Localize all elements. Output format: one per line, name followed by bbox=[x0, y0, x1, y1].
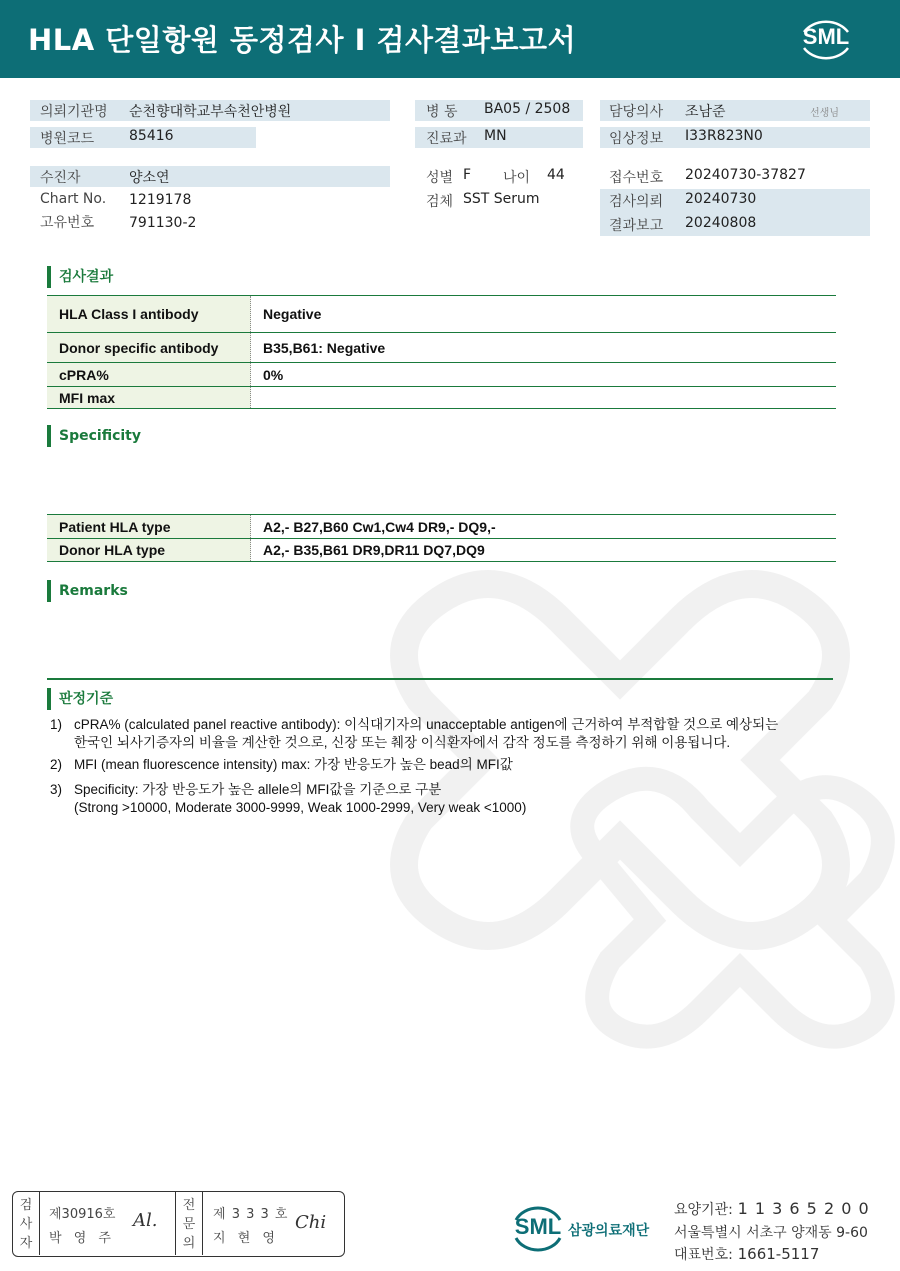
chart-label: Chart No. bbox=[40, 191, 107, 207]
specimen-value: SST Serum bbox=[463, 191, 540, 207]
info-bar-patient bbox=[30, 166, 390, 187]
hla-type-label: Donor HLA type bbox=[47, 539, 251, 561]
care-code-value: 1 1 3 6 5 2 0 0 bbox=[737, 1199, 870, 1218]
vertical-char: 전 bbox=[182, 1198, 196, 1213]
results-section-title: 검사결과 bbox=[47, 266, 113, 288]
care-code bbox=[674, 1199, 870, 1219]
org-name: 삼광의료재단 bbox=[568, 1223, 650, 1239]
vertical-char: 사 bbox=[19, 1217, 33, 1232]
specialist-vertical-label bbox=[178, 1196, 200, 1253]
hospital-code-value: 85416 bbox=[129, 128, 174, 144]
institution-label: 의뢰기관명 bbox=[40, 104, 108, 120]
report-header bbox=[0, 0, 900, 78]
phone-label: 대표번호: bbox=[674, 1247, 733, 1263]
unique-label: 고유번호 bbox=[40, 215, 95, 231]
criteria-list bbox=[50, 716, 850, 826]
doctor-suffix: 선생님 bbox=[810, 108, 839, 119]
divider bbox=[202, 1192, 203, 1255]
vertical-char: 검 bbox=[19, 1198, 33, 1213]
sex-label: 성별 bbox=[426, 170, 454, 186]
signature-box bbox=[12, 1191, 345, 1257]
clinical-label: 임상정보 bbox=[609, 131, 664, 147]
criteria-number: 1) bbox=[50, 717, 63, 732]
examiner-number: 제30916호 bbox=[49, 1207, 116, 1222]
criteria-text: MFI (mean fluorescence intensity) max: 가장 반응도가 높은 bead의 MFI값 bbox=[74, 757, 513, 772]
report-label: 결과보고 bbox=[609, 218, 664, 234]
result-label: cPRA% bbox=[47, 363, 251, 386]
report-title: HLA 단일항원 동정검사 I 검사결과보고서 bbox=[28, 23, 577, 57]
ward-value: BA05 / 2508 bbox=[484, 101, 571, 117]
remarks-section-title: Remarks bbox=[47, 580, 128, 602]
criteria-text: (Strong >10000, Moderate 3000-9999, Weak 1000-2999, Very weak <1000) bbox=[74, 800, 527, 815]
results-table bbox=[47, 295, 836, 409]
examiner-signature: Al. bbox=[133, 1210, 158, 1231]
dept-value: MN bbox=[484, 128, 507, 144]
dept-label: 진료과 bbox=[426, 131, 467, 147]
report-value: 20240808 bbox=[685, 215, 757, 231]
hospital-code-label: 병원코드 bbox=[40, 131, 95, 147]
result-label: Donor specific antibody bbox=[47, 333, 251, 362]
vertical-char: 문 bbox=[182, 1217, 196, 1232]
doctor-label: 담당의사 bbox=[609, 104, 664, 120]
result-value: 0% bbox=[263, 366, 284, 383]
divider bbox=[175, 1192, 176, 1255]
org-logo bbox=[510, 1198, 670, 1258]
request-value: 20240730 bbox=[685, 191, 757, 207]
vertical-char: 의 bbox=[182, 1236, 196, 1251]
examiner-name: 박 영 주 bbox=[49, 1231, 115, 1246]
vertical-char: 자 bbox=[19, 1236, 33, 1251]
hla-type-value: A2,- B35,B61 DR9,DR11 DQ7,DQ9 bbox=[263, 542, 485, 558]
phone-value: 1661-5117 bbox=[737, 1245, 820, 1263]
criteria-number: 2) bbox=[50, 757, 63, 772]
hla-type-value: A2,- B27,B60 Cw1,Cw4 DR9,- DQ9,- bbox=[263, 518, 496, 535]
sex-value: F bbox=[463, 167, 472, 183]
sml-logo: SML bbox=[796, 14, 856, 64]
phone bbox=[674, 1244, 819, 1264]
receipt-value: 20240730-37827 bbox=[685, 167, 806, 183]
divider bbox=[39, 1192, 40, 1255]
specialist-signature: Chi bbox=[295, 1212, 327, 1233]
specificity-section-title: Specificity bbox=[47, 425, 141, 447]
address: 서울특별시 서초구 양재동 9-60 bbox=[674, 1225, 868, 1241]
criteria-section-title: 판정기준 bbox=[47, 688, 113, 710]
age-label: 나이 bbox=[503, 170, 531, 186]
specimen-label: 검체 bbox=[426, 194, 454, 210]
specialist-name: 지 현 영 bbox=[213, 1231, 279, 1246]
result-value: B35,B61: Negative bbox=[263, 339, 386, 356]
table-row bbox=[47, 515, 836, 539]
ward-label: 병 동 bbox=[426, 104, 458, 120]
org-logo-text: SML bbox=[514, 1214, 562, 1239]
criteria-text: 한국인 뇌사기증자의 비율을 계산한 것으로, 신장 또는 췌장 이식환자에서 감작 정도를 측정하기 위해 이용됩니다. bbox=[74, 735, 731, 750]
hla-type-label: Patient HLA type bbox=[47, 515, 251, 538]
result-label: HLA Class I antibody bbox=[47, 296, 251, 332]
table-row bbox=[47, 296, 836, 333]
result-value bbox=[251, 387, 836, 408]
criteria-text: Specificity: 가장 반응도가 높은 allele의 MFI값을 기준으로 구분 bbox=[74, 782, 442, 797]
table-row bbox=[47, 363, 836, 387]
institution-value: 순천향대학교부속천안병원 bbox=[129, 104, 292, 120]
doctor-value: 조남준 bbox=[685, 104, 726, 120]
result-value: Negative bbox=[263, 306, 322, 322]
age-value: 44 bbox=[547, 167, 565, 183]
patient-value: 양소연 bbox=[129, 170, 170, 186]
table-row bbox=[47, 539, 836, 562]
result-label: MFI max bbox=[47, 387, 251, 408]
table-row bbox=[47, 387, 836, 409]
request-label: 검사의뢰 bbox=[609, 194, 664, 210]
hla-type-table bbox=[47, 514, 836, 562]
unique-value: 791130-2 bbox=[129, 215, 197, 231]
examiner-vertical-label bbox=[15, 1196, 37, 1253]
clinical-value: I33R823N0 bbox=[685, 128, 763, 144]
remarks-divider bbox=[47, 678, 833, 680]
criteria-number: 3) bbox=[50, 782, 63, 797]
chart-value: 1219178 bbox=[129, 192, 192, 208]
care-code-label: 요양기관: bbox=[674, 1202, 733, 1218]
table-row bbox=[47, 333, 836, 363]
specialist-number: 제 3 3 3 호 bbox=[213, 1207, 289, 1222]
patient-label: 수진자 bbox=[40, 170, 81, 186]
receipt-label: 접수번호 bbox=[609, 170, 664, 186]
criteria-text: cPRA% (calculated panel reactive antibody): 이식대기자의 unacceptable antigen에 근거하여 부적합할 것으로 예상되는 bbox=[74, 717, 779, 732]
